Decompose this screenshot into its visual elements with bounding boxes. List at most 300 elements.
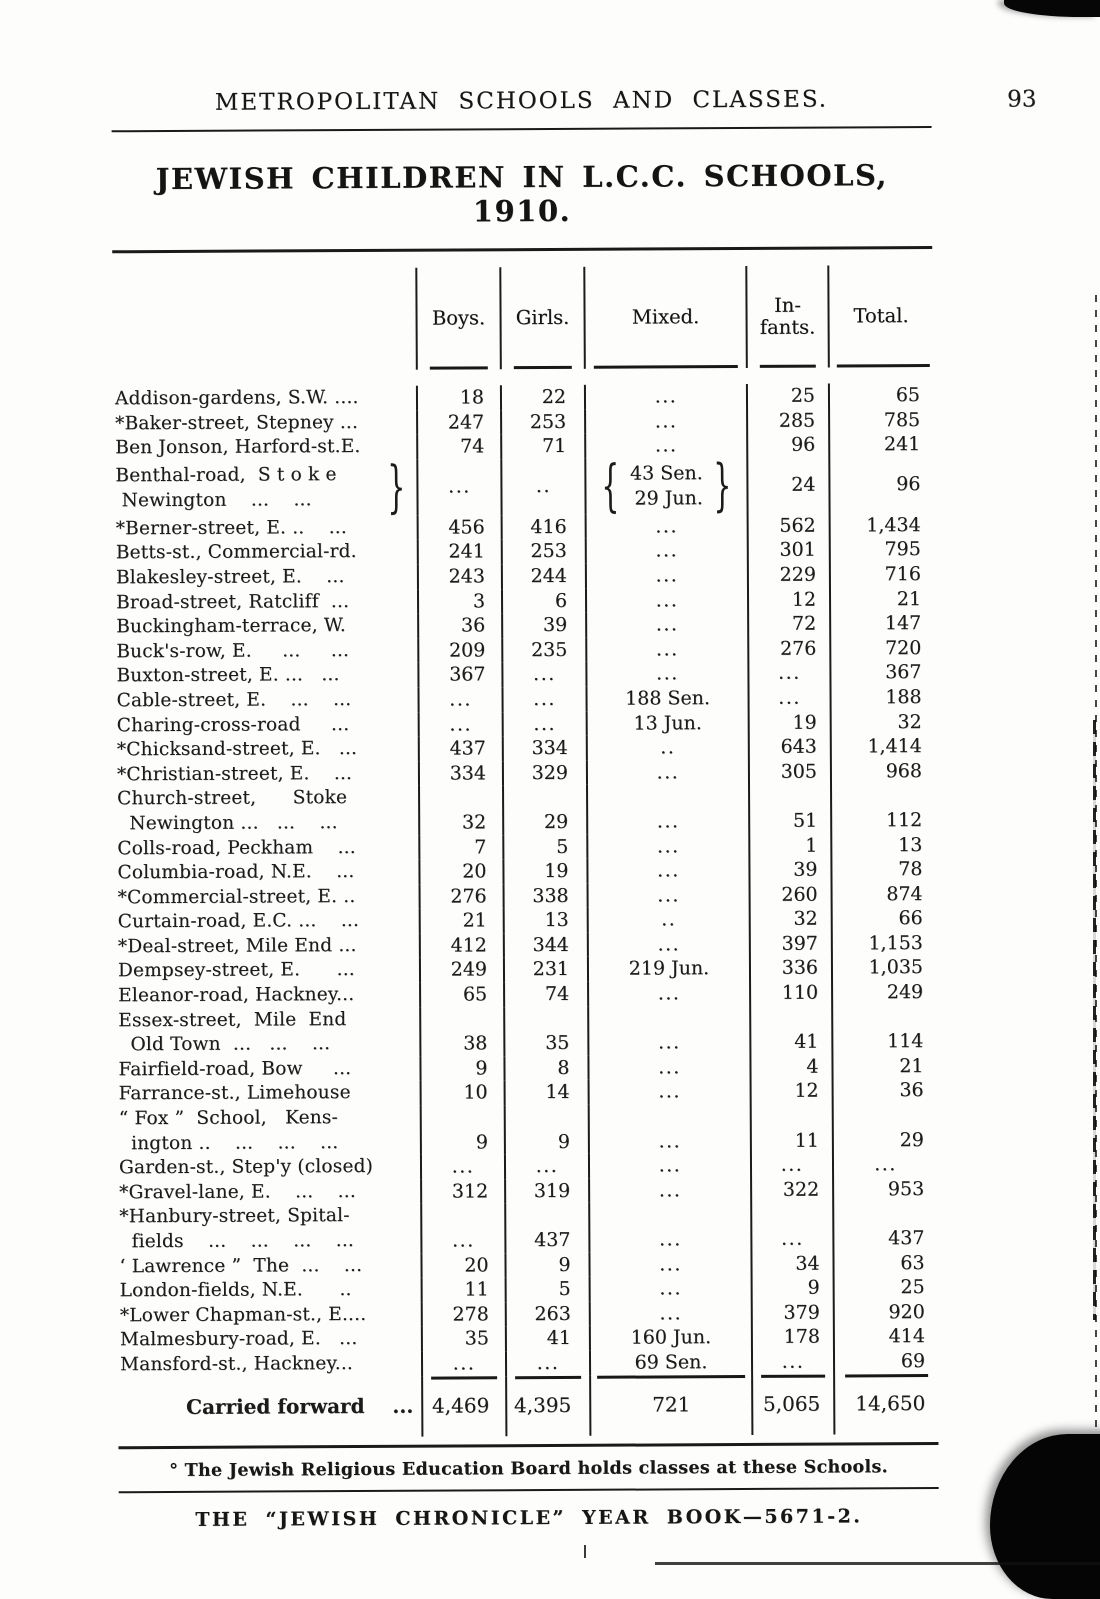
cell-value: 78 (898, 858, 923, 881)
cell-value: 38 (463, 1032, 488, 1055)
school-name-cell: *Baker-street, Stepney ... (113, 410, 418, 436)
mixed-cell (589, 1006, 751, 1056)
cell-value: 14 (545, 1081, 570, 1104)
boys-cell (421, 909, 505, 934)
cell-value: 4 (806, 1055, 819, 1078)
boys-cell (421, 933, 505, 958)
boys-cell (419, 613, 503, 638)
boys-cell (422, 1154, 506, 1179)
total-cell (833, 1054, 936, 1079)
school-name-cell: Benthal-road, S t o k e Newington ... ... } (113, 459, 418, 517)
girls-cell (504, 785, 588, 835)
total-cell (832, 710, 935, 735)
schools-table (112, 249, 938, 1438)
boys-cell (422, 1179, 506, 1204)
cell-value: 25 (900, 1276, 925, 1299)
boys-cell (421, 958, 505, 983)
cell-value: ... (658, 1056, 681, 1079)
cell-value: 1,153 (868, 931, 923, 955)
cell-value: ... (655, 638, 679, 661)
table-row (113, 367, 933, 412)
infants-cell (750, 710, 832, 735)
cell-value: 65 (462, 983, 488, 1006)
brace-glyph: } (387, 454, 406, 520)
mixed-cell (587, 661, 749, 686)
cell-value: .. (535, 475, 552, 498)
cell-value: 10 (463, 1081, 488, 1104)
total-cell (834, 1103, 937, 1153)
total-cell (833, 931, 936, 956)
infants-cell (749, 513, 831, 538)
footnote: ° The Jewish Religious Education Board holds classes at these Schools. (169, 1456, 889, 1481)
boys-cell (422, 1081, 506, 1106)
cell-value: 24 (791, 474, 816, 497)
mixed-cell (589, 1055, 751, 1080)
mixed-cell (587, 538, 749, 563)
cell-value: 160 Jun. (630, 1326, 712, 1349)
school-name-header-cell (112, 268, 418, 372)
total-cell (834, 1177, 937, 1202)
table-body (113, 367, 938, 1378)
girls-cell (507, 1302, 591, 1327)
cell-value: 5 (558, 1278, 571, 1301)
school-name-cell: *Gravel-lane, E. ... ... (117, 1179, 422, 1205)
total-cell (831, 562, 934, 587)
infants-cell (751, 931, 833, 956)
cell-value: 243 (448, 565, 485, 588)
infants-cell (749, 538, 831, 563)
total-cell (834, 1152, 937, 1177)
school-name-cell: Church-street, Stoke Newington ... ... ... (115, 786, 420, 837)
boys-cell (419, 540, 503, 565)
cell-value: ... (656, 761, 680, 784)
page-title: JEWISH CHILDREN IN L.C.C. SCHOOLS, 1910. (155, 158, 889, 229)
table-row (115, 783, 935, 836)
cell-value: 21 (462, 909, 487, 932)
cell-value: 32 (897, 710, 922, 733)
school-name-cell: Eleanor-road, Hackney... (116, 983, 421, 1009)
boys-cell (420, 761, 504, 786)
school-name-cell: Ben Jonson, Harford-st.E. (113, 435, 418, 461)
school-name-cell: *Christian-street, E. ... (115, 761, 420, 787)
cell-value: 96 (790, 433, 816, 456)
school-name-cell: Columbia-road, N.E. ... (115, 860, 420, 886)
mixed-cell (590, 1178, 752, 1203)
total-cell (830, 383, 933, 408)
boys-header-label: Boys. (431, 306, 486, 330)
mixed-cell (588, 760, 750, 785)
total-cell (831, 587, 934, 612)
total-cell (834, 1201, 937, 1251)
girls-cell (503, 588, 587, 613)
cell-value: ... (654, 409, 678, 433)
cell-value: 65 (895, 384, 921, 407)
cell-value: ... (658, 1080, 681, 1103)
school-name-cell: Colls-road, Peckham ... (115, 835, 420, 861)
girls-cell (505, 1056, 589, 1081)
cell-value: ... (656, 834, 680, 857)
cell-value: 74 (459, 435, 485, 458)
cell-value: 336 (781, 957, 819, 980)
cell-value: ... (656, 662, 679, 685)
school-name-cell: *Berner-street, E. .. ... (114, 515, 419, 541)
table-row (113, 452, 933, 520)
cell-value: ... (655, 539, 679, 562)
cell-value: 1,035 (868, 956, 924, 979)
cell-value: 18 (459, 386, 485, 409)
girls-cell (502, 385, 586, 410)
cell-value: 643 (780, 735, 817, 758)
cell-value: ... (533, 687, 556, 711)
cell-value: 21 (899, 1054, 924, 1078)
cell-value: 41 (794, 1030, 819, 1053)
infants-cell (753, 1325, 835, 1350)
total-cell (834, 1251, 937, 1276)
cell-value: 249 (450, 958, 488, 981)
school-name-cell: Broad-street, Ratcliff ... (114, 589, 419, 615)
infants-cell (749, 685, 831, 710)
cell-value: 5 (556, 835, 569, 858)
school-name-cell: *Deal-street, Mile End ... (116, 934, 421, 960)
cell-value: ... (657, 859, 680, 882)
mixed-cell (591, 1350, 753, 1375)
carried-forward-row (118, 1374, 938, 1438)
cell-value: ... (655, 515, 679, 538)
total-cell (835, 1300, 938, 1325)
girls-cell (503, 662, 587, 687)
total-cell (832, 857, 935, 882)
cell-value: 20 (462, 860, 487, 883)
girls-cell (504, 687, 588, 712)
boys-cell (418, 410, 502, 435)
cell-value: 229 (779, 563, 816, 586)
cell-value: 69 (900, 1350, 926, 1373)
boys-cell (418, 459, 502, 515)
boys-cell (422, 1105, 506, 1155)
infants-cell (751, 981, 833, 1006)
girls-cell (503, 613, 587, 638)
mixed-cell (590, 1079, 752, 1104)
girls-cell (503, 539, 587, 564)
cell-value: 13 (544, 909, 569, 932)
infants-cell (752, 1153, 834, 1178)
boys-cell (422, 1204, 506, 1254)
carried-forward-boys: 4,469 (431, 1393, 490, 1418)
girls-cell (506, 1203, 590, 1253)
mixed-cell (589, 883, 751, 908)
cell-value: 9 (557, 1130, 570, 1153)
cell-value: 32 (461, 811, 487, 834)
boys-cell (419, 663, 503, 688)
cell-value: 920 (888, 1300, 925, 1324)
mixed-header-label: Mixed. (631, 305, 700, 329)
girls-cell (502, 409, 586, 434)
girls-cell (506, 1179, 590, 1204)
mixed-cell (590, 1202, 752, 1252)
cell-value: 36 (460, 614, 486, 637)
cell-value: 241 (883, 433, 921, 456)
infants-cell (748, 457, 830, 513)
boys-cell (421, 1007, 505, 1057)
cell-value: 412 (450, 934, 487, 957)
boys-cell (420, 712, 504, 737)
infants-cell (753, 1349, 835, 1374)
school-name-cell: Betts-st., Commercial-rd. (114, 540, 419, 566)
girls-cell (506, 1252, 590, 1277)
girls-cell (506, 1080, 590, 1105)
cell-value: 114 (887, 1030, 924, 1053)
carried-forward-boys-cell (423, 1376, 507, 1436)
carried-forward-infants: 5,065 (762, 1391, 821, 1417)
table-header-row (112, 249, 933, 371)
mixed-cell: { 43 Sen. 29 Jun. } (586, 458, 748, 515)
cell-value: ... (448, 475, 471, 499)
mixed-cell (587, 612, 749, 637)
cell-value: 72 (791, 612, 817, 635)
total-cell (832, 759, 935, 784)
girls-cell (507, 1351, 591, 1376)
infants-cell (753, 1300, 835, 1325)
girls-cell (505, 1006, 589, 1056)
girls-cell (505, 957, 589, 982)
cell-value: ... (657, 933, 681, 956)
mixed-cell (586, 409, 748, 434)
cell-value: 716 (884, 563, 921, 586)
girls-cell (506, 1105, 590, 1155)
cell-value: 39 (793, 858, 818, 881)
boys-cell (420, 786, 504, 836)
infants-cell (752, 1079, 834, 1104)
cell-value: ... (655, 564, 679, 587)
total-cell (832, 783, 935, 833)
total-cell (832, 734, 935, 759)
cell-value: 96 (896, 473, 921, 496)
cell-value: ... (533, 712, 557, 735)
cell-value: 334 (449, 762, 487, 785)
total-cell (831, 537, 934, 562)
mixed-cell (588, 784, 750, 834)
infants-cell (748, 408, 830, 433)
total-cell (833, 882, 936, 907)
mixed-cell (591, 1276, 753, 1301)
total-header-cell (829, 265, 933, 368)
total-cell (831, 636, 934, 661)
cell-value: ... (655, 588, 679, 612)
school-name-cell: Buck's-row, E. ... ... (114, 638, 419, 664)
infants-cell (750, 833, 832, 858)
cell-value: ... (533, 663, 556, 686)
infants-cell (748, 433, 830, 458)
cell-value: ... (452, 1229, 475, 1252)
cell-value: 968 (885, 759, 923, 782)
cell-value: ... (658, 1154, 682, 1177)
cell-value: 235 (530, 638, 568, 661)
mixed-cell (587, 563, 749, 588)
infants-header-cell (747, 266, 830, 368)
carried-forward-girls-cell (507, 1375, 591, 1435)
infants-cell (749, 636, 831, 661)
infants-cell (751, 1005, 833, 1055)
mixed-cell (589, 932, 751, 957)
school-name-cell: *Hanbury-street, Spital- fields ... ... ... ... (117, 1204, 422, 1255)
cell-value: 36 (899, 1079, 924, 1102)
total-cell (833, 955, 936, 980)
infants-header-label-line2: fants. (759, 315, 816, 339)
table-row (116, 1005, 936, 1058)
school-name-cell: Blakesley-street, E. ... (114, 565, 419, 591)
girls-cell (503, 638, 587, 663)
cell-value: ... (659, 1302, 683, 1325)
footnote-top-rule (118, 1442, 938, 1449)
infants-cell (749, 661, 831, 686)
total-header-label: Total. (853, 304, 909, 328)
cell-value: 209 (448, 639, 486, 662)
cell-value: 322 (782, 1178, 820, 1201)
cell-value: ... (449, 688, 472, 711)
table-row (117, 1201, 937, 1254)
cell-value: 110 (781, 981, 819, 1004)
cell-value: 247 (447, 410, 485, 434)
school-name-cell: Cable-street, E. ... ... (115, 688, 420, 714)
boys-cell (423, 1327, 507, 1352)
brace-glyph: { (601, 453, 620, 519)
carried-forward-mixed-cell (591, 1375, 753, 1436)
infants-cell (752, 1104, 834, 1154)
cell-value: 953 (887, 1177, 925, 1201)
school-name-cell: Buxton-street, E. ... ... (114, 663, 419, 689)
total-cell (830, 457, 933, 514)
girls-cell (506, 1154, 590, 1179)
cell-value: 69 Sen. (634, 1351, 708, 1374)
boys-cell (423, 1302, 507, 1327)
boys-cell (421, 982, 505, 1007)
girls-cell (505, 982, 589, 1007)
girls-cell (502, 459, 586, 515)
cell-value: 21 (896, 587, 922, 610)
cell-value: 249 (886, 981, 924, 1004)
cell-value: 329 (531, 761, 569, 784)
cell-value: 263 (534, 1302, 571, 1325)
infants-cell (750, 858, 832, 883)
cell-value: 188 (885, 685, 922, 709)
infants-header-label-line1: In- (774, 293, 801, 317)
cell-value: 785 (883, 408, 921, 431)
total-cell (831, 660, 934, 685)
infants-cell (749, 562, 831, 587)
cell-value: 720 (884, 636, 922, 659)
cell-value: 278 (452, 1303, 489, 1326)
carried-forward-girls: 4,395 (513, 1393, 572, 1418)
cell-value: 9 (558, 1253, 571, 1276)
cell-value: ... (657, 884, 680, 907)
cell-value: 219 Jun. (628, 957, 710, 981)
boys-cell (419, 564, 503, 589)
cell-value: ... (778, 686, 801, 709)
footnote-bottom-rule (119, 1487, 939, 1493)
cell-value: 41 (546, 1327, 571, 1350)
cell-value: 71 (541, 435, 567, 458)
cell-value: 437 (449, 737, 486, 760)
cell-value: 19 (792, 711, 817, 734)
total-cell (830, 432, 933, 457)
school-name-cell: Essex-street, Mile End Old Town ... ... ... (116, 1007, 421, 1058)
cell-value: 112 (885, 808, 923, 832)
total-cell (831, 513, 934, 538)
total-cell (831, 611, 934, 636)
boys-cell (419, 589, 503, 614)
infants-cell (749, 612, 831, 637)
cell-value: 63 (900, 1251, 925, 1274)
cell-value: ... (536, 1351, 560, 1375)
infants-cell (752, 1202, 834, 1252)
total-cell (832, 832, 935, 857)
cell-value: ... (781, 1350, 805, 1373)
cell-value: ... (658, 1129, 682, 1153)
cell-value: ... (449, 712, 473, 736)
school-name-cell: Curtain-road, E.C. ... ... (116, 909, 421, 935)
girls-cell (507, 1326, 591, 1351)
page-number: 93 (1007, 86, 1037, 113)
infants-cell (753, 1276, 835, 1301)
cell-value: ... (658, 1179, 682, 1202)
infants-cell (752, 1177, 834, 1202)
cell-value: 29 (899, 1128, 924, 1151)
mixed-cell (588, 710, 750, 735)
school-name-cell: Charing-cross-road ... (115, 712, 420, 738)
cell-value: 795 (884, 538, 921, 561)
girls-header-label: Girls. (515, 305, 570, 330)
cell-value: 397 (781, 932, 818, 955)
cell-value: ... (657, 982, 681, 1005)
mixed-cell (586, 384, 748, 409)
cell-value: ... (874, 1153, 897, 1176)
cell-value: .. (661, 908, 677, 931)
cell-value: ... (535, 1155, 559, 1178)
cell-value: 13 (898, 833, 923, 856)
boys-cell (419, 638, 503, 663)
scan-artifact-right-edge-line-dark (1093, 720, 1096, 1320)
cell-value: 1 (805, 834, 818, 857)
infants-cell (749, 587, 831, 612)
cell-value: 241 (448, 540, 485, 563)
running-header (111, 86, 1037, 120)
cell-value: 6 (554, 589, 568, 612)
cell-value: 12 (794, 1080, 819, 1103)
total-cell (835, 1349, 938, 1374)
cell-value: 312 (451, 1180, 489, 1203)
cell-value: 12 (791, 588, 817, 611)
cell-value: 1,414 (867, 735, 922, 758)
boys-cell (419, 515, 503, 540)
cell-value: 66 (898, 907, 923, 930)
cell-value: ... (659, 1277, 683, 1300)
mixed-cell (587, 686, 749, 711)
school-name-cell: “ Fox ” School, Kens- ington .. ... ... ... (117, 1106, 422, 1157)
cell-value: 416 (530, 515, 567, 538)
mixed-cell (587, 588, 749, 613)
cell-value: 3 (472, 589, 486, 612)
brace-glyph: } (713, 452, 732, 518)
cell-value: 562 (779, 514, 816, 537)
cell-value: 437 (534, 1228, 571, 1252)
mixed-cell (590, 1153, 752, 1178)
boys-header-cell (417, 267, 502, 369)
mixed-cell (587, 637, 749, 662)
school-name-cell: Dempsey-street, E. ... (116, 958, 421, 984)
mixed-cell (588, 858, 750, 883)
infants-cell (752, 1251, 834, 1276)
cell-value: 244 (530, 564, 567, 588)
